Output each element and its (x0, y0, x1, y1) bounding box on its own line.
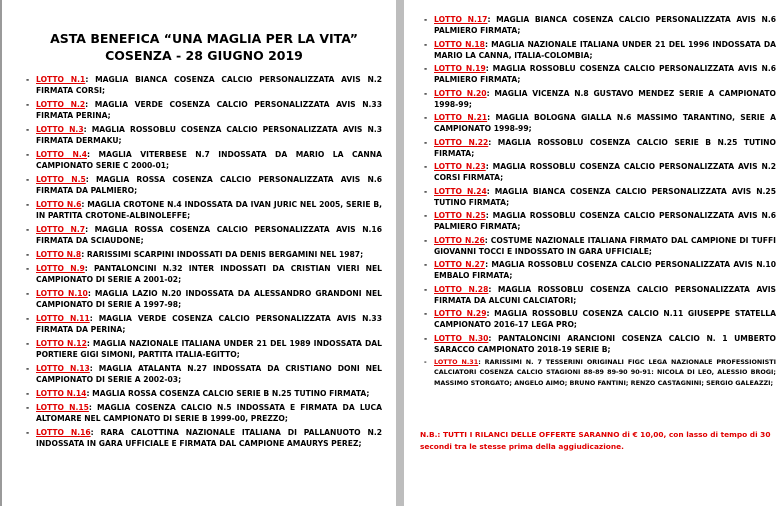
bullet: - (424, 186, 428, 196)
lot-description: : MAGLIA ROSSOBLU COSENZA CALCIO SERIE B N.25 TUTINO FIRMATA; (434, 137, 776, 158)
lot-label: LOTTO N.25 (434, 211, 486, 220)
lot-description: : MAGLIA ROSSOBLU COSENZA CALCIO N.11 GIUSEPPE STATELLA CAMPIONATO 2016-17 LEGA PRO; (434, 309, 777, 330)
bullet: - (26, 225, 30, 234)
lot-label: LOTTO N.7 (36, 225, 86, 234)
lot-label: LOTTO N.17 (434, 15, 488, 24)
bullet: - (424, 88, 428, 98)
page-right (404, 0, 784, 506)
lot-label: LOTTO N.3 (36, 125, 84, 134)
lot-item (424, 88, 776, 110)
bullet: - (26, 427, 30, 437)
lot-description: : MAGLIA ROSSOBLU COSENZA CALCIO PERSONALIZZATA AVIS N.3 FIRMATA DERMAKU; (36, 125, 382, 146)
lot-description: : MAGLIA ROSSA COSENZA CALCIO PERSONALIZZATA AVIS N.6 FIRMATA DA PALMIERO; (36, 175, 382, 196)
lot-label: LOTTO N.22 (434, 137, 489, 147)
lot-description: : MAGLIA NAZIONALE ITALIANA UNDER 21 DEL 1989 INDOSSATA DAL PORTIERE GIGI SIMONI, PARTITA ITALIA-EGITTO; (36, 338, 382, 359)
lot-label: LOTTO N.11 (36, 313, 90, 323)
lot-item (424, 235, 776, 257)
lots-list-left (26, 74, 382, 449)
lot-item (26, 427, 382, 449)
document-title: ASTA BENEFICA “UNA MAGLIA PER LA VITA” (50, 31, 358, 46)
bullet: - (26, 363, 30, 373)
lot-description: : MAGLIA ROSSA COSENZA CALCIO SERIE B N.25 TUTINO FIRMATA; (86, 388, 370, 398)
lot-item (424, 137, 776, 159)
lot-label: LOTTO N.19 (434, 64, 486, 73)
lot-label: LOTTO N.6 (36, 200, 82, 209)
bullet: - (26, 250, 30, 259)
lot-item (26, 149, 382, 171)
lot-item (26, 363, 382, 385)
bullet: - (26, 263, 30, 273)
lot-description: : PANTALONCINI N.32 INTER INDOSSATI DA CRISTIAN VIERI NEL CAMPIONATO DI SERIE A 2001-02; (36, 263, 382, 284)
lot-label: LOTTO N.4 (36, 150, 88, 159)
bullet: - (26, 338, 30, 348)
lot-item (424, 112, 776, 134)
lot-item (26, 174, 382, 196)
lot-description: : MAGLIA BIANCA COSENZA CALCIO PERSONALIZZATA AVIS N.25 TUTINO FIRMATA; (434, 186, 776, 207)
lot-label: LOTTO N.18 (434, 39, 485, 49)
lot-item (424, 357, 776, 388)
bullet: - (424, 211, 428, 220)
lot-item (26, 74, 382, 96)
bullet: - (26, 150, 30, 159)
bullet: - (424, 113, 428, 122)
lot-label: LOTTO N.24 (434, 186, 487, 196)
bullet: - (424, 162, 428, 171)
lot-item (26, 249, 382, 260)
lot-item (424, 308, 776, 330)
lot-label: LOTTO N.8 (36, 250, 82, 259)
lot-description: : MAGLIA COSENZA CALCIO N.5 INDOSSATA E FIRMATA DA LUCA ALTOMARE NEL CAMPIONATO DI SERIE B 1999-00, PREZZO; (36, 402, 382, 423)
bullet: - (424, 235, 428, 245)
bullet: - (26, 75, 30, 84)
bullet: - (26, 388, 30, 398)
lot-item (424, 186, 776, 208)
document-subtitle: COSENZA - 28 GIUGNO 2019 (105, 48, 303, 63)
lot-label: LOTTO N.30 (434, 333, 489, 343)
lot-description: : MAGLIA ROSSOBLU COSENZA CALCIO PERSONALIZZATA AVIS N.10 EMBALO FIRMATA; (434, 260, 776, 281)
lot-item (424, 284, 776, 306)
lot-label: LOTTO N.14 (36, 388, 87, 398)
lot-description: : MAGLIA BOLOGNA GIALLA N.6 MASSIMO TARANTINO, SERIE A CAMPIONATO 1998-99; (434, 113, 776, 134)
lot-description: : MAGLIA NAZIONALE ITALIANA UNDER 21 DEL 1996 INDOSSATA DA MARIO LA CANNA, ITALIA-COLOMBIA; (434, 39, 777, 60)
lot-label: LOTTO N.20 (434, 88, 487, 98)
bullet: - (424, 64, 428, 73)
lot-item (26, 313, 382, 335)
lot-description: : MAGLIA VERDE COSENZA CALCIO PERSONALIZZATA AVIS N.33 FIRMATA DA PERINA; (36, 313, 382, 334)
lot-label: LOTTO N.2 (36, 100, 86, 109)
lot-label: LOTTO N.23 (434, 162, 486, 171)
lot-description: : RARISSIMI N. 7 TESSERINI ORIGINALI FIGC LEGA NAZIONALE PROFESSIONISTI CALCIATORI COSENZA CALCIO STAGIONI 88-89 89-90 90-91: NICOLA DI LEO, ALESSIO BROGI; MASSIMO STORGATO; ANGELO AIMO; BRUNO FANTINI; RENZO CASTAGNINI; SERGIO GALEAZZI; (434, 358, 776, 387)
lot-description: : MAGLIA LAZIO N.20 INDOSSATA DA ALESSANDRO GRANDONI NEL CAMPIONATO DI SERIE A 1997-98; (36, 288, 382, 309)
lots-list-right (424, 14, 776, 388)
lot-item (26, 288, 382, 310)
lot-description: : RARISSIMI SCARPINI INDOSSATI DA DENIS BERGAMINI NEL 1987; (81, 250, 364, 259)
lot-description: : MAGLIA VERDE COSENZA CALCIO PERSONALIZZATA AVIS N.33 FIRMATA PERINA; (36, 100, 383, 121)
lot-description: : MAGLIA ATALANTA N.27 INDOSSATA DA CRISTIANO DONI NEL CAMPIONATO DI SERIE A 2002-03; (36, 363, 382, 384)
lot-label: LOTTO N.10 (36, 288, 88, 298)
auction-note: N.B.: TUTTI I RILANCI DELLE OFFERTE SARANNO di € 10,00, con lasso di tempo di 30 secondi tra le stesse prima della aggiudicazione. (420, 430, 771, 451)
lot-item (26, 224, 382, 246)
bullet: - (26, 313, 30, 323)
lot-label: LOTTO N.5 (36, 175, 86, 184)
bullet: - (26, 402, 30, 412)
lot-description: : MAGLIA BIANCA COSENZA CALCIO PERSONALIZZATA AVIS N.6 PALMIERO FIRMATA; (434, 15, 777, 36)
lot-item (26, 99, 382, 121)
lot-item (424, 333, 776, 355)
page-gap (396, 0, 404, 506)
lot-label: LOTTO N.31 (434, 358, 479, 366)
bullet: - (26, 175, 30, 184)
bullet: - (424, 137, 428, 147)
lot-label: LOTTO N.27 (434, 260, 486, 269)
lot-label: LOTTO N.29 (434, 309, 487, 318)
lot-label: LOTTO N.16 (36, 427, 91, 437)
bullet: - (26, 125, 30, 134)
bullet: - (424, 333, 428, 343)
bullet: - (26, 200, 30, 209)
lot-item (424, 259, 776, 281)
lot-description: : MAGLIA ROSSOBLU COSENZA CALCIO PERSONALIZZATA AVIS N.2 CORSI FIRMATA; (434, 162, 776, 183)
bullet: - (424, 309, 428, 318)
bullet: - (26, 288, 30, 298)
lot-item (26, 338, 382, 360)
bullet: - (424, 260, 428, 269)
lot-label: LOTTO N.13 (36, 363, 90, 373)
lot-description: : MAGLIA ROSSA COSENZA CALCIO PERSONALIZZATA AVIS N.16 FIRMATA DA SCIAUDONE; (36, 225, 383, 246)
lot-description: : COSTUME NAZIONALE ITALIANA FIRMATO DAL CAMPIONE DI TUFFI GIOVANNI TOCCI E INDOSSATO IN GARA UFFICIALE; (434, 235, 776, 256)
lot-description: : MAGLIA CROTONE N.4 INDOSSATA DA IVAN JURIC NEL 2005, SERIE B, IN PARTITA CROTONE-ALBINOLEFFE; (36, 200, 383, 221)
lot-label: LOTTO N.21 (434, 113, 488, 122)
lot-item (26, 402, 382, 424)
lot-label: LOTTO N.26 (434, 235, 485, 245)
lot-description: : MAGLIA BIANCA COSENZA CALCIO PERSONALIZZATA AVIS N.2 FIRMATA CORSI; (36, 75, 383, 96)
lot-label: LOTTO N.28 (434, 284, 489, 294)
lot-item (424, 14, 776, 36)
bullet: - (424, 284, 428, 294)
lot-description: : MAGLIA ROSSOBLU COSENZA CALCIO PERSONALIZZATA AVIS FIRMATA DA ALCUNI CALCIATORI; (434, 284, 776, 305)
bullet: - (424, 39, 428, 49)
lot-label: LOTTO N.9 (36, 263, 85, 273)
lot-item (424, 161, 776, 183)
lot-item (26, 263, 382, 285)
lot-description: : MAGLIA ROSSOBLU COSENZA CALCIO PERSONALIZZATA AVIS N.6 PALMIERO FIRMATA; (434, 64, 776, 85)
lot-description: : RARA CALOTTINA NAZIONALE ITALIANA DI PALLANUOTO N.2 INDOSSATA IN GARA UFFICIALE E FIRMATA DAL CAMPIONE AMAURYS PEREZ; (36, 427, 383, 448)
lot-item (424, 39, 776, 61)
lot-description: : MAGLIA VITERBESE N.7 INDOSSATA DA MARIO LA CANNA CAMPIONATO SERIE C 2000-01; (36, 150, 382, 171)
lot-item (26, 388, 382, 399)
lot-description: : MAGLIA VICENZA N.8 GUSTAVO MENDEZ SERIE A CAMPIONATO 1998-99; (434, 88, 777, 109)
lot-label: LOTTO N.12 (36, 338, 87, 348)
lot-item (26, 124, 382, 146)
lot-description: : MAGLIA ROSSOBLU COSENZA CALCIO PERSONALIZZATA AVIS N.6 PALMIERO FIRMATA; (434, 211, 776, 232)
lot-description: : PANTALONCINI ARANCIONI COSENZA CALCIO N. 1 UMBERTO SARACCO CAMPIONATO 2018-19 SERIE B; (434, 333, 776, 354)
bullet: - (26, 100, 30, 109)
lot-item (26, 199, 382, 221)
page-left (2, 0, 396, 506)
lot-item (424, 210, 776, 232)
lot-label: LOTTO N.15 (36, 402, 89, 412)
lot-label: LOTTO N.1 (36, 75, 86, 84)
bullet: - (424, 15, 428, 24)
bullet: - (424, 358, 427, 366)
lot-item (424, 63, 776, 85)
